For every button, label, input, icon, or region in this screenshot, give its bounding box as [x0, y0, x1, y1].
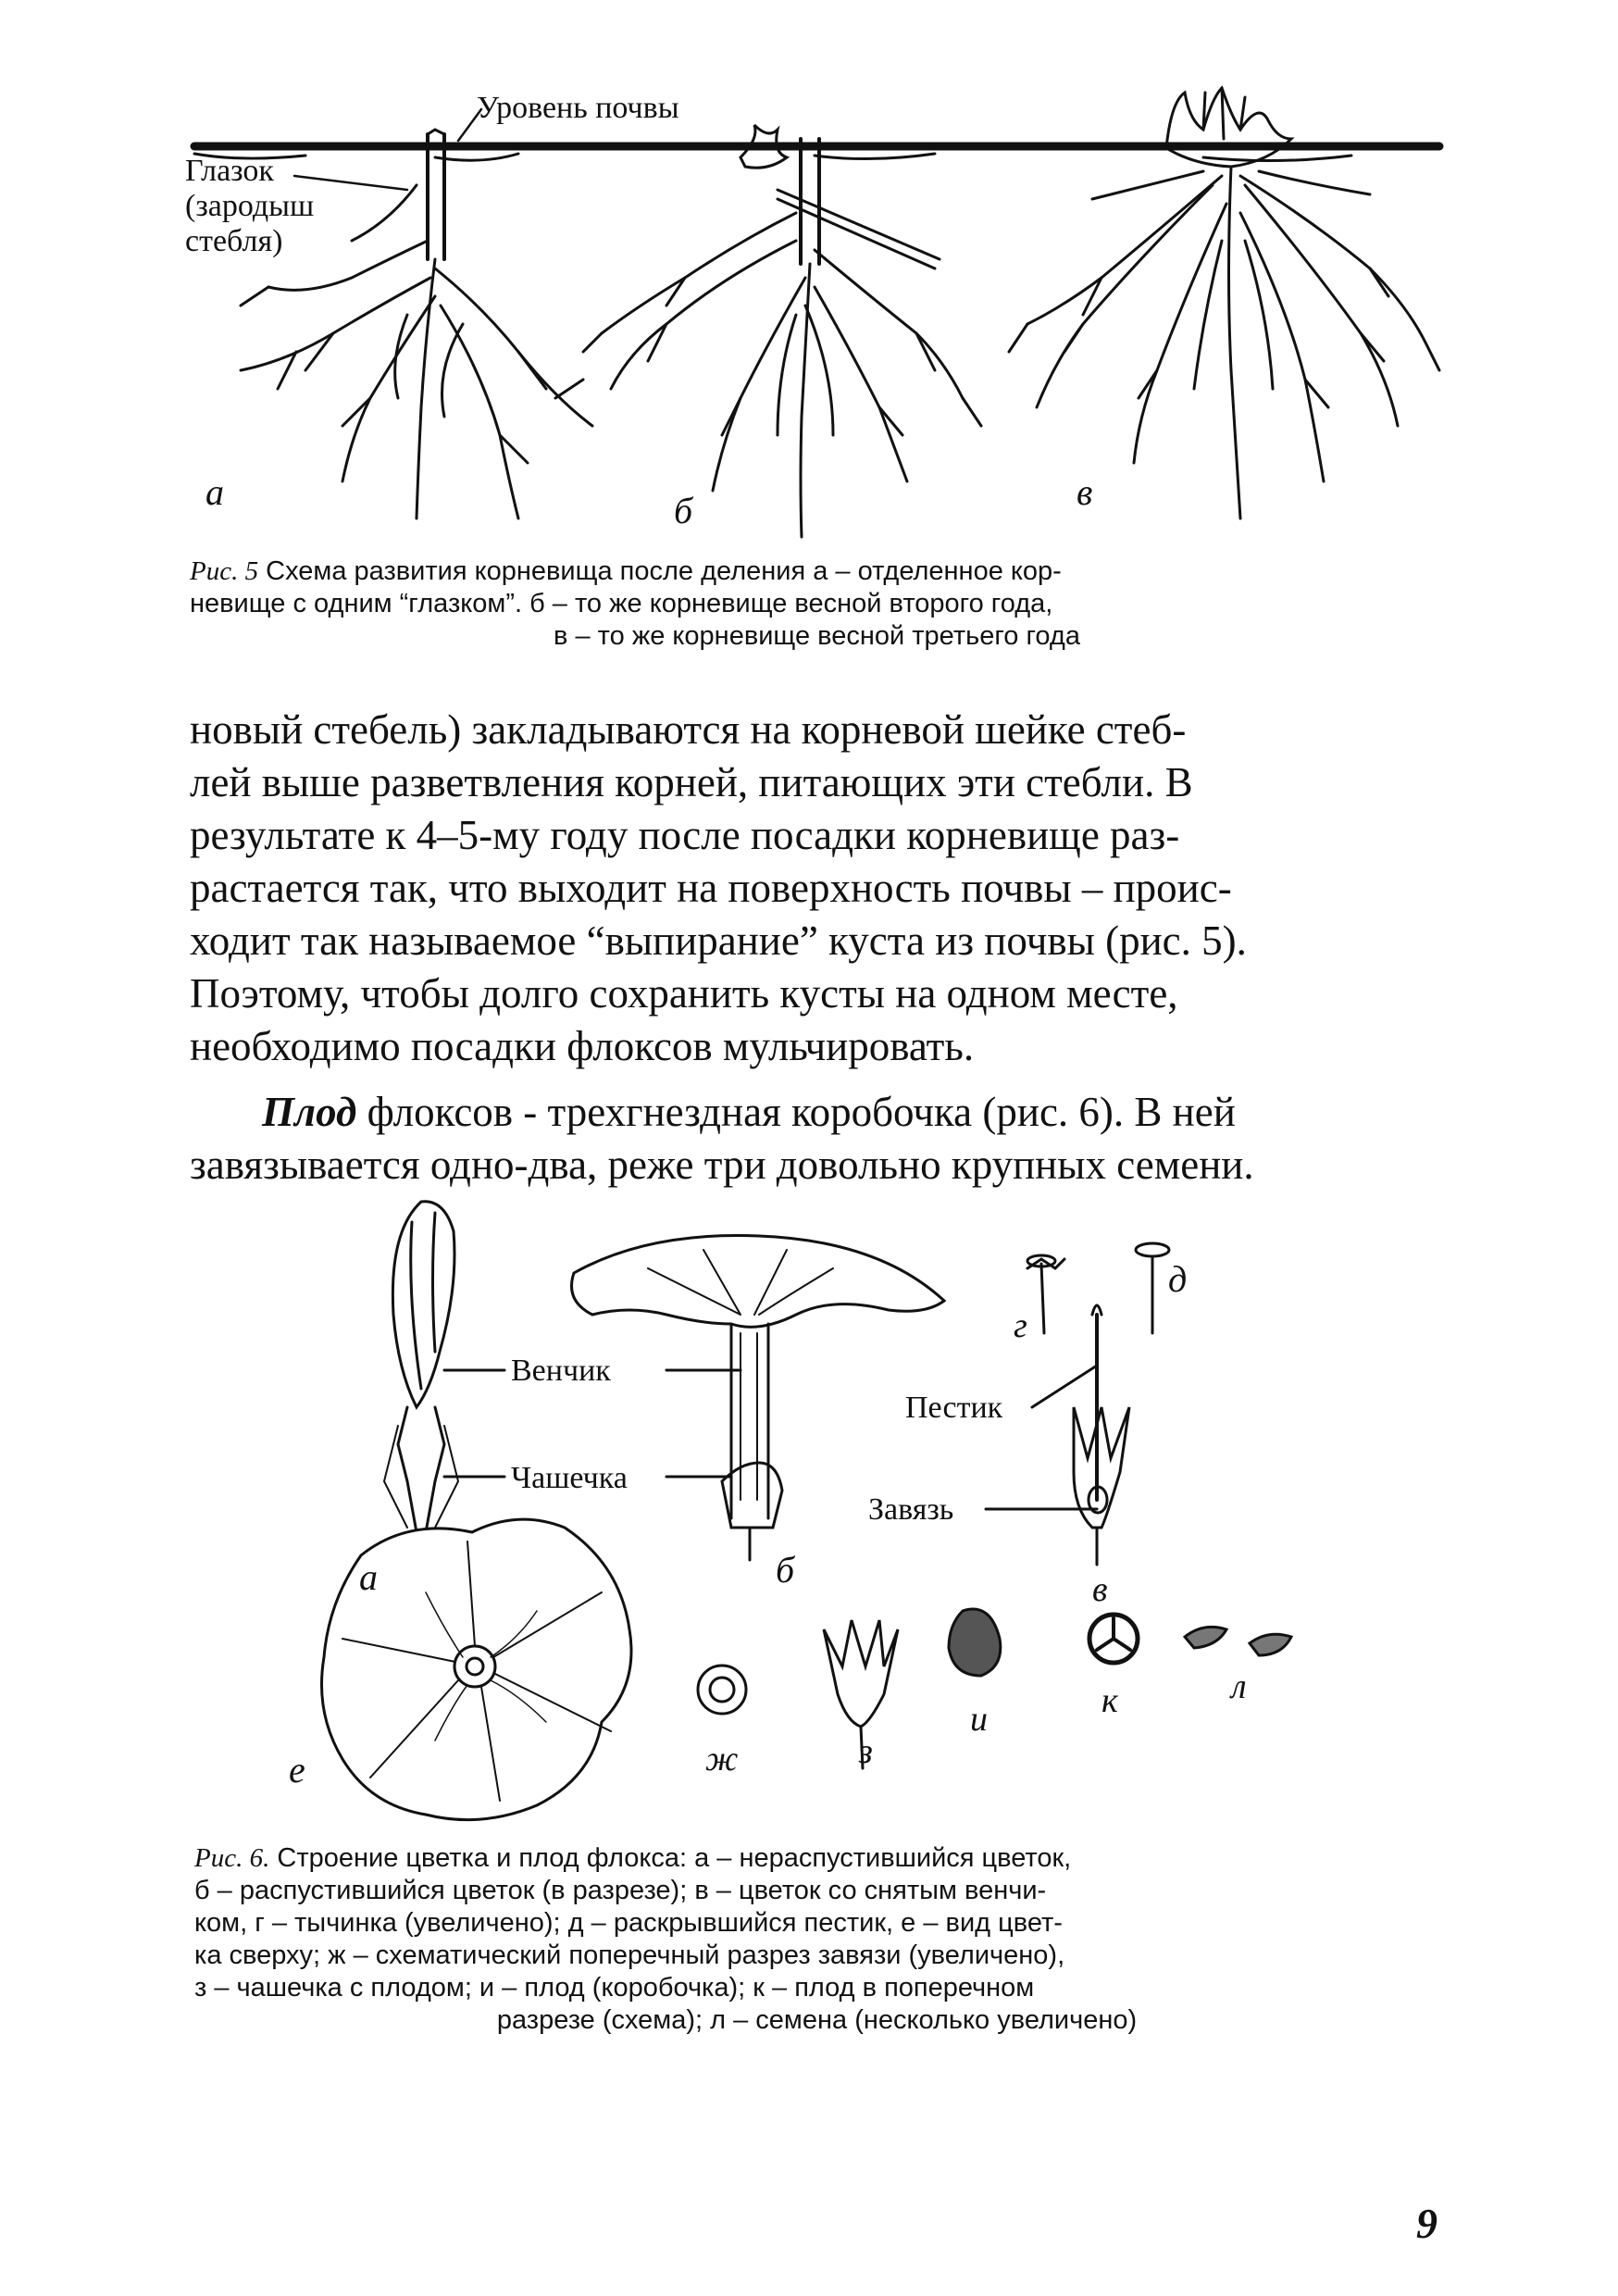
- eye-label-line2: (зародыш: [185, 189, 315, 223]
- fig5-caption-line2: невище с одним “глазком”. б – то же корневище весной второго года,: [190, 589, 1053, 618]
- fruit-cross-section-drawing: [1089, 1615, 1138, 1663]
- fig6-caption: [194, 1842, 1439, 2037]
- fig6-panel-a-label: а: [359, 1556, 378, 1598]
- fig6-caption-line3: ком, г – тычинка (увеличено); д – раскрывшийся пестик, е – вид цвет-: [194, 1908, 1063, 1938]
- soil-level-label: Уровень почвы: [477, 91, 679, 125]
- eye-label-line3: стебля): [185, 224, 283, 258]
- flower-without-corolla-drawing: [1074, 1305, 1129, 1565]
- para1-line: результате к 4–5-му году после посадки корневище раз-: [190, 812, 1180, 858]
- seeds-drawing: [1185, 1627, 1291, 1655]
- stamen-drawing: [1027, 1255, 1064, 1333]
- corolla-label: Венчик: [511, 1354, 611, 1388]
- fig6-caption-line2: б – распустившийся цветок (в разрезе); в – цветок со снятым венчи-: [194, 1876, 1047, 1905]
- fig6-panel-b-label: б: [776, 1549, 795, 1591]
- ovary-cross-section-drawing: [698, 1666, 746, 1714]
- para1-line: Поэтому, чтобы долго сохранить кусты на одном месте,: [190, 970, 1178, 1017]
- fig6-panel-g-label: г: [1014, 1306, 1027, 1345]
- fig5-caption-number: Рис. 5: [190, 556, 259, 586]
- para1-line: новый стебель) закладываются на корневой шейке стеб-: [190, 706, 1187, 753]
- ovary-label: Завязь: [868, 1492, 954, 1527]
- fig6-caption-number: Рис. 6.: [194, 1843, 270, 1873]
- fig5-panel-b-label: б: [674, 490, 693, 531]
- fig6-panel-e-label: е: [289, 1749, 305, 1791]
- fig5-panel-a-label: а: [205, 471, 224, 513]
- eye-label-line1: Глазок: [185, 154, 274, 188]
- para1-line: ходит так называемое “выпирание” куста из почвы (рис. 5).: [190, 917, 1247, 964]
- para2-term: Плод: [262, 1089, 357, 1135]
- opened-pistil-drawing: [1136, 1243, 1169, 1333]
- fig6-panel-d-label: д: [1168, 1258, 1188, 1300]
- fig6-panel-zh-label: ж: [705, 1740, 739, 1778]
- capsule-drawing: [949, 1609, 1001, 1676]
- fig6-caption-line6: разрезе (схема); л – семена (несколько увеличено): [496, 2005, 1138, 2035]
- fig6-caption-line1: Строение цветка и плод флокса: а – нераспустившийся цветок,: [277, 1843, 1072, 1873]
- para1-line: необходимо посадки флоксов мульчировать.: [190, 1023, 975, 1069]
- fig6-panel-k-label: к: [1101, 1681, 1118, 1720]
- fig6-panel-z-label: з: [859, 1732, 873, 1771]
- fig6-panel-i-label: и: [970, 1700, 988, 1739]
- para2-line2: завязывается одно-два, реже три довольно крупных семени.: [190, 1142, 1254, 1188]
- fig6-panel-l-label: л: [1231, 1667, 1247, 1706]
- fig5-panel-v-label: в: [1077, 471, 1093, 513]
- fig5-caption-line3: в – то же корневище весной третьего года: [554, 621, 1080, 651]
- fig6-panel-v-label: в: [1092, 1570, 1108, 1609]
- para1-line: растается так, что выходит на поверхность почвы – проис-: [190, 865, 1232, 911]
- para2-line1-rest: флоксов - трехгнездная коробочка (рис. 6). В ней: [356, 1089, 1236, 1135]
- calyx-label: Чашечка: [511, 1461, 628, 1495]
- para1-line: лей выше разветвления корней, питающих эти стебли. В: [190, 759, 1193, 805]
- pistil-label: Пестик: [905, 1391, 1003, 1425]
- fig6-caption-line4: ка сверху; ж – схематический поперечный разрез завязи (увеличено),: [194, 1940, 1065, 1970]
- page-number: 9: [1416, 2200, 1438, 2247]
- fig5-caption-line1: Схема развития корневища после деления а – отделенное кор-: [266, 556, 1062, 586]
- fig6-caption-line5: з – чашечка с плодом; и – плод (коробочка); к – плод в поперечном: [194, 1973, 1035, 2003]
